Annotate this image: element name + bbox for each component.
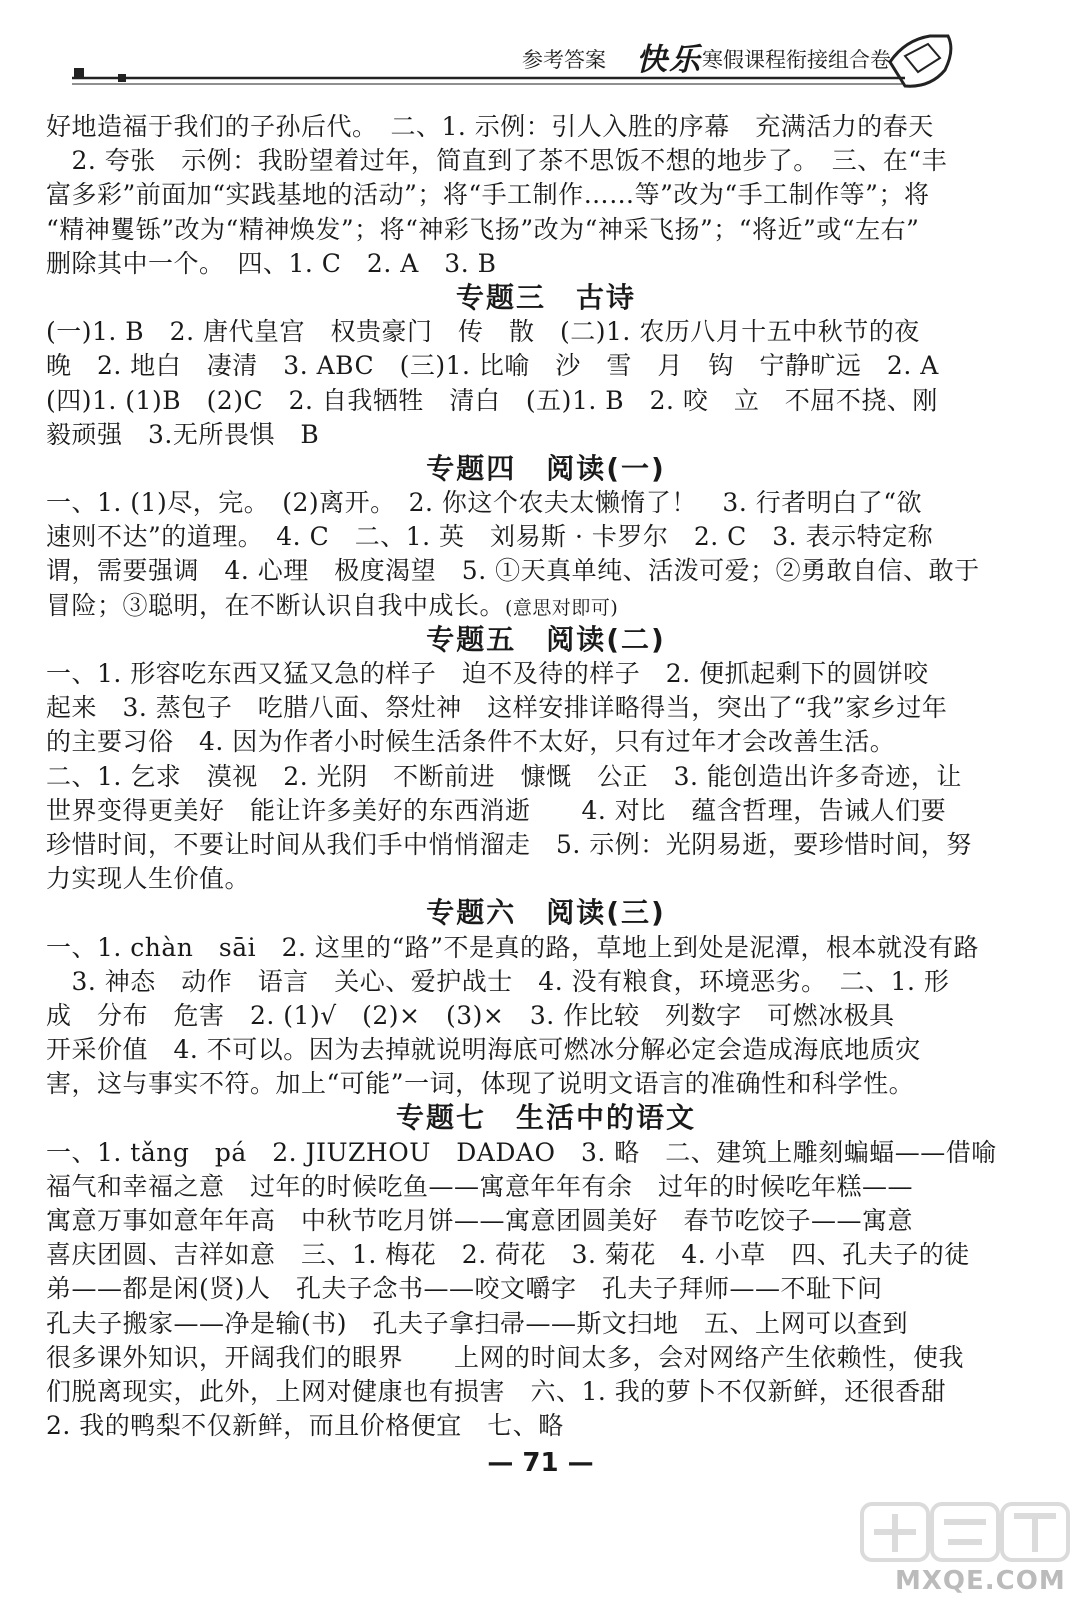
line-text: 一、1. (1)尽，完。 (2)离开。 2. 你这个农夫太懒惰了！ 3. 行者明白了“欲 [46,488,923,518]
answer-line [46,520,1046,554]
line-text: 2. 夸张 示例：我盼望着过年，简直到了茶不思饭不想的地步了。 三、在“丰 [46,146,948,176]
answer-line [46,1136,1046,1170]
line-text: 力实现人生价值。 [46,864,251,894]
header-brand: 快乐 [636,42,702,78]
section-title [46,452,1046,486]
answer-line [46,1204,1046,1238]
header-series-title: 寒假课程衔接组合卷 [702,48,891,72]
answer-line [46,1307,1046,1341]
answer-line [46,965,1046,999]
watermark-url: MXQE.COM [895,1566,1066,1596]
line-text: (一)1. B 2. 唐代皇宫 权贵豪门 传 散 (二)1. 农历八月十五中秋节的夜 [46,317,920,347]
line-text: 毅顽强 3.无所畏惧 B [46,419,320,449]
answer-line [46,418,1046,452]
line-text: 寓意万事如意年年高 中秋节吃月饼——寓意团圆美好 春节吃饺子——寓意 [46,1206,914,1235]
line-text: 的主要习俗 4. 因为作者小时候生活条件不太好，只有过年才会改善生活。 [46,727,896,757]
line-text: 二、1. 乞求 漠视 2. 光阴 不断前进 慷慨 公正 3. 能创造出许多奇迹，让 [46,761,962,791]
section-title [46,281,1046,315]
line-text: 世界变得更美好 能让许多美好的东西消逝 4. 对比 蕴含哲理，告诫人们要 [46,795,947,825]
line-text: 2. 我的鸭梨不仅新鲜，而且价格便宜 七、略 [46,1411,564,1441]
answer-line [46,315,1046,349]
answer-note: (意思对即可) [505,596,619,619]
answer-line [46,725,1046,759]
page-number: — 71 — [487,1448,594,1478]
section-title [46,1101,1046,1135]
line-text: 起来 3. 蒸包子 吃腊八面、祭灶神 这样安排详略得当，突出了“我”家乡过年 [46,693,948,723]
line-text: 3. 神态 动作 语言 关心、爱护战士 4. 没有粮食，环境恶劣。 二、1. 形 [46,966,950,996]
line-text: 好地造福于我们的子孙后代。 二、1. 示例：引人入胜的序幕 充满活力的春天 [46,112,934,141]
line-text: 珍惜时间，不要让时间从我们手中悄悄溜走 5. 示例：光阴易逝，要珍惜时间，努 [46,829,972,859]
line-text: 冒险；③聪明，在不断认识自我中成长。 [46,590,506,620]
answer-line [46,1375,1046,1409]
line-text: 删除其中一个。 四、1. C 2. A 3. B [46,248,497,278]
answer-line [46,1238,1046,1272]
answer-line [46,657,1046,691]
line-text: 专题四 阅读(一) [426,451,666,485]
answer-line [46,1341,1046,1375]
line-text: 一、1. tǎng pá 2. JIUZHOU DADAO 3. 略 二、建筑上雕刻蝙蝠——借喻 [46,1137,997,1167]
answer-line [46,1067,1046,1101]
header-answers-label: 参考答案 [522,48,606,72]
page-header [0,0,1081,100]
line-text: 害，这与事实不符。加上“可能”一词，体现了说明文语言的准确性和科学性。 [46,1069,915,1099]
answer-line [46,247,1046,281]
line-text: 们脱离现实，此外，上网对健康也有损害 六、1. 我的萝卜不仅新鲜，还很香甜 [46,1376,947,1406]
line-text: 成 分布 危害 2. (1)√ (2)× (3)× 3. 作比较 列数字 可燃冰极具 [46,1000,895,1030]
answer-line [46,178,1046,212]
line-text: 专题五 阅读(二) [426,622,666,656]
answer-line [46,349,1046,383]
answer-line [46,999,1046,1033]
answer-line [46,931,1046,965]
answer-body [46,110,1046,1443]
line-text: 专题七 生活中的语文 [395,1101,696,1135]
answer-line [46,1272,1046,1306]
answer-line [46,589,1046,623]
answer-line [46,1409,1046,1443]
line-text: “精神矍铄”改为“精神焕发”；将“神彩飞扬”改为“神采飞扬”；“将近”或“左右” [46,214,920,244]
line-text: 谓，需要强调 4. 心理 极度渴望 5. ①天真单纯、活泼可爱；②勇敢自信、敢于 [46,556,980,586]
answer-line [46,862,1046,896]
answer-line [46,486,1046,520]
answer-line [46,760,1046,794]
line-text: 一、1. 形容吃东西又猛又急的样子 迫不及待的样子 2. 便抓起剩下的圆饼咬 [46,659,929,688]
line-text: 晚 2. 地白 凄清 3. ABC (三)1. 比喻 沙 雪 月 钩 宁静旷远 2. A [46,351,939,381]
answer-line [46,554,1046,588]
answer-line [46,794,1046,828]
line-text: 很多课外知识，开阔我们的眼界 上网的时间太多，会对网络产生依赖性，使我 [46,1342,965,1372]
line-text: 一、1. chàn sāi 2. 这里的“路”不是真的路，草地上到处是泥潭，根本就没有路 [46,932,980,962]
answer-line [46,1033,1046,1067]
line-text: 孔夫子搬家——净是输(书) 孔夫子拿扫帚——斯文扫地 五、上网可以查到 [46,1308,909,1338]
line-text: 弟——都是闲(贤)人 孔夫子念书——咬文嚼字 孔夫子拜师——不耻下问 [46,1274,883,1304]
line-text: (四)1. (1)B (2)C 2. 自我牺牲 清白 (五)1. B 2. 咬 立 不屈不挠、刚 [46,385,938,415]
answer-line [46,384,1046,418]
line-text: 富多彩”前面加“实践基地的活动”；将“手工制作……等”改为“手工制作等”；将 [46,180,930,210]
line-text: 专题三 古诗 [455,280,636,314]
answer-line [46,110,1046,144]
answer-line [46,1170,1046,1204]
answer-line [46,828,1046,862]
line-text: 福气和幸福之意 过年的时候吃鱼——寓意年年有余 过年的时候吃年糕—— [46,1171,914,1201]
answer-line [46,691,1046,725]
line-text: 喜庆团圆、吉祥如意 三、1. 梅花 2. 荷花 3. 菊花 4. 小草 四、孔夫子的徒 [46,1240,970,1270]
answer-line [46,144,1046,178]
line-text: 开采价值 4. 不可以。因为去掉就说明海底可燃冰分解必定会造成海底地质灾 [46,1035,921,1065]
section-title [46,623,1046,657]
line-text: 速则不达”的道理。 4. C 二、1. 英 刘易斯 · 卡罗尔 2. C 3. 表示特定称 [46,522,934,552]
line-text: 专题六 阅读(三) [426,896,666,930]
answer-line [46,213,1046,247]
section-title [46,896,1046,930]
